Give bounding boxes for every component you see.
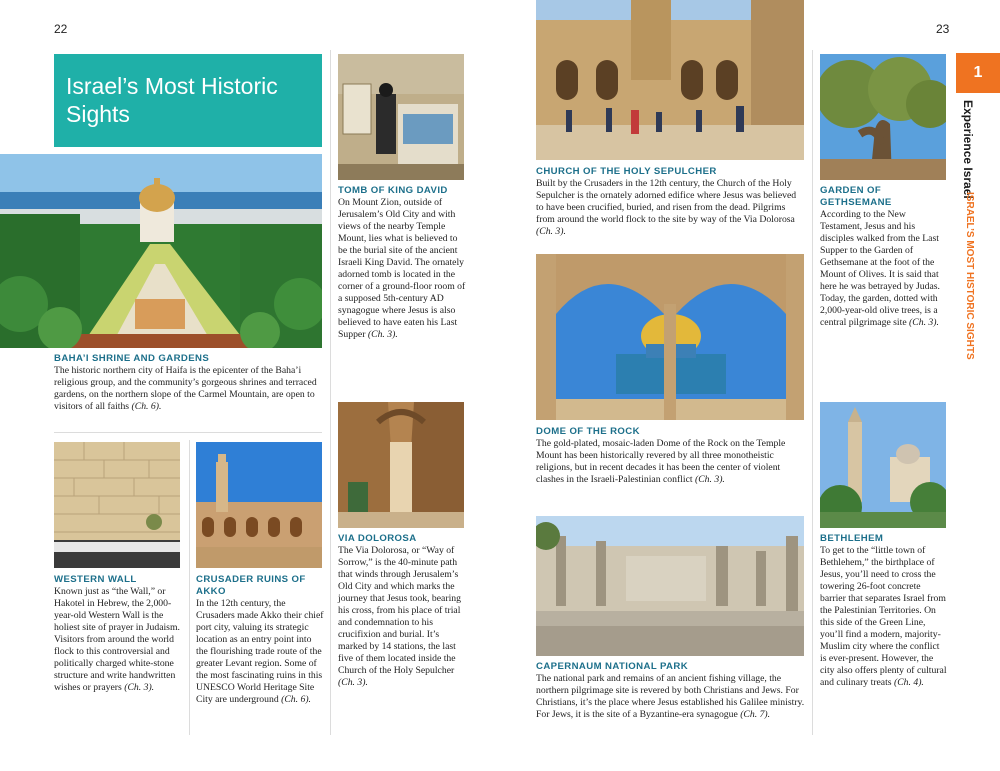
side-chapter-label — [958, 192, 978, 360]
david-text — [338, 197, 466, 341]
via-dolorosa-heading: VIA DOLOROSA — [338, 533, 417, 544]
david-ref: (Ch. 3). — [367, 329, 398, 340]
dome-body: The gold-plated, mosaic-laden Dome of the Rock on the Temple Mount has been historically revered by all three monotheistic religions, but in recent decades it has been the center of violent clashes in the Israeli-Palestinian conflict — [536, 438, 786, 485]
bethlehem-heading: BETHLEHEM — [820, 533, 884, 544]
bethlehem-text — [820, 545, 948, 689]
akko-text — [196, 598, 324, 706]
bethlehem-ref: (Ch. 4). — [893, 677, 924, 688]
david-body: On Mount Zion, outside of Jerusalem’s Old City and with views of the nearby Temple Mount, lies what is believed to be the burial site of the ancient Israeli King David. The ornately adorned tomb is located in the corner of a ground-floor room of a supposed 5th-century AD synagogue where Jesus is also believed to have eaten his Last Supper — [338, 197, 466, 340]
dome-text — [536, 438, 806, 486]
gethsemane-body: According to the New Testament, Jesus and his disciples walked from the Last Supper to the Garden of Gethsemane at the foot of the Mount of Olives. It is said that here he was betrayed by Judas. Today, the garden, dotted with 2,000-year-old olive trees, is a central pilgrimage site — [820, 209, 940, 328]
side-chapter-text: ISRAEL’S MOST HISTORIC SIGHTS — [964, 192, 975, 360]
via-dolorosa-text — [338, 545, 466, 689]
page-number-left: 22 — [54, 22, 68, 36]
holy-sepulcher-text — [536, 178, 806, 238]
bethlehem-photo — [820, 402, 946, 528]
via-dolorosa-photo — [338, 402, 464, 528]
david-heading: TOMB OF KING DAVID — [338, 185, 448, 196]
western-wall-photo — [54, 442, 180, 568]
side-section-text: Experience Israel — [961, 100, 975, 199]
via-dolorosa-body: The Via Dolorosa, or “Way of Sorrow,” is the 40-minute path that winds through Jerusalem’s Old City and which marks the journey that Jesus took, bearing his cross, from his place of trial and condemnation to his crucifixion and burial. It’s marked by 14 stations, the last five of them located inside the Church of the Holy Sepulcher — [338, 545, 461, 676]
gethsemane-heading: GARDEN OF GETHSEMANE — [820, 185, 892, 208]
dome-heading: DOME OF THE ROCK — [536, 426, 640, 437]
capernaum-heading: CAPERNAUM NATIONAL PARK — [536, 661, 689, 672]
akko-body: In the 12th century, the Crusaders made Akko their chief port city, valuing its strategic location as an entry point into the flourishing trade route of the greater Levant region. Some of the most fascinating ruins in this UNESCO World Heritage Site City are underground — [196, 598, 324, 705]
akko-heading: CRUSADER RUINS OF AKKO — [196, 574, 306, 597]
tomb-king-david-photo — [338, 54, 464, 180]
western-wall-heading: WESTERN WALL — [54, 574, 137, 585]
gethsemane-text — [820, 209, 948, 329]
column-divider — [812, 50, 813, 735]
bahai-ref: (Ch. 6). — [131, 401, 162, 412]
dome-of-the-rock-photo — [536, 254, 804, 420]
bahai-body: The historic northern city of Haifa is the epicenter of the Baha’i religious group, and the community’s gorgeous shrines and terraced gardens, on the northern slope of the Carmel Mountain, are open to visitors of all faiths — [54, 365, 317, 412]
column-divider — [330, 50, 331, 735]
chapter-tab: 1 — [956, 53, 1000, 93]
akko-ref: (Ch. 6). — [281, 694, 311, 705]
capernaum-text — [536, 673, 806, 721]
akko-ruins-photo — [196, 442, 322, 568]
via-dolorosa-ref: (Ch. 3). — [338, 677, 368, 688]
western-wall-ref: (Ch. 3). — [124, 682, 155, 693]
gethsemane-photo — [820, 54, 946, 180]
row-divider — [54, 432, 322, 433]
page-number-right: 23 — [936, 22, 950, 36]
side-section-label — [958, 100, 978, 199]
holy-sepulcher-body: Built by the Crusaders in the 12th century, the Church of the Holy Sepulcher is the ornately adorned edifice where Jesus was believed to have been crucified, buried, and risen from the dead. Pilgrims from around the world flock to the site by way of the Via Dolorosa — [536, 178, 797, 225]
bethlehem-body: To get to the “little town of Bethlehem,” the birthplace of Jesus, you’ll need to cross the towering 26-foot concrete barrier that separates Israel from the Palestinian Territories. On this side of the Green Line, you’ll find a modern, majority-Muslim city where the conflict is ever-present. However, the city also offers plenty of cultural and culinary treats — [820, 545, 947, 688]
bahai-gardens-photo — [0, 154, 322, 348]
column-divider — [189, 440, 190, 735]
gethsemane-ref: (Ch. 3). — [909, 317, 939, 328]
holy-sepulcher-photo — [536, 0, 804, 160]
bahai-heading: BAHA’I SHRINE AND GARDENS — [54, 353, 210, 364]
western-wall-body: Known just as “the Wall,” or Hakotel in Hebrew, the 2,000-year-old Western Wall is the holiest site of prayer in Judaism. Visitors from around the world flock to this controversial and politically charged white-stone structure and write handwritten wishes or prayers — [54, 586, 180, 693]
page-title: Israel’s Most Historic Sights — [54, 54, 322, 147]
capernaum-ref: (Ch. 7). — [740, 709, 771, 720]
holy-sepulcher-heading: CHURCH OF THE HOLY SEPULCHER — [536, 166, 717, 177]
dome-ref: (Ch. 3). — [694, 474, 725, 485]
holy-sepulcher-ref: (Ch. 3). — [536, 226, 566, 237]
capernaum-photo — [536, 516, 804, 656]
capernaum-body: The national park and remains of an ancient fishing village, the northern pilgrimage site is revered by both Christians and Jews. For Christians, it’s the place where Jesus established his Galilee ministry. For Jews, it is the site of a Byzantine-era synagogue — [536, 673, 805, 720]
bahai-text — [54, 365, 322, 413]
western-wall-text — [54, 586, 182, 694]
